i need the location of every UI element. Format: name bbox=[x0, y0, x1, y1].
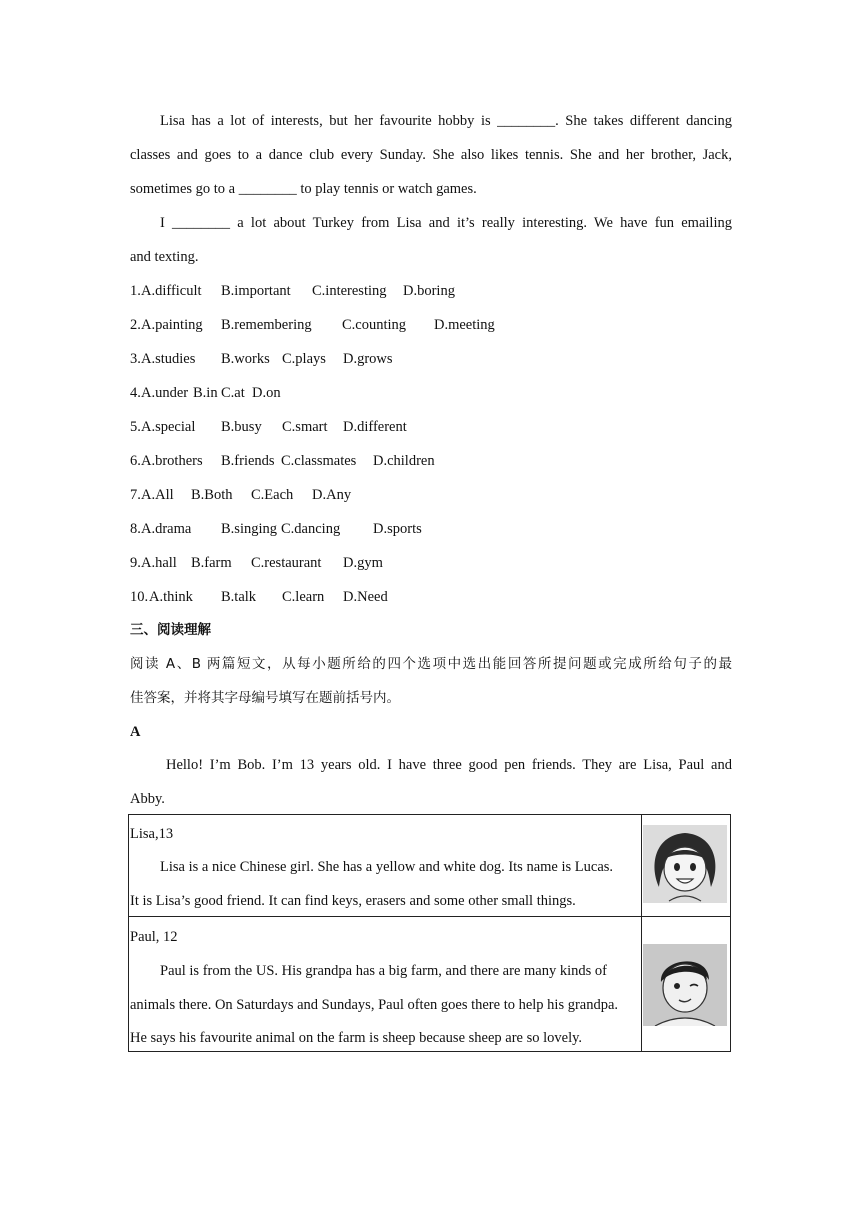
instruction-text: 阅读 A、B 两篇短文，从每小题所给的四个选项中选出能回答所提问题或完成所给句子的最 bbox=[130, 656, 732, 672]
option-c: C.classmates bbox=[281, 453, 357, 469]
option-d: D.different bbox=[343, 419, 407, 435]
passage-line: and texting. bbox=[130, 249, 199, 265]
friend-text: Paul is from the US. His grandpa has a big farm, and there are many kinds of bbox=[160, 963, 607, 979]
friend-text: It is Lisa’s good friend. It can find keys, erasers and some other small things. bbox=[130, 893, 576, 909]
question-number: 6. bbox=[130, 453, 141, 469]
option-b: B.friends bbox=[221, 453, 275, 469]
option-c: C.restaurant bbox=[251, 555, 322, 571]
question-number: 8. bbox=[130, 521, 141, 537]
passage-line: I ________ a lot about Turkey from Lisa and it’s really interesting. We have fun emailing bbox=[160, 215, 732, 231]
option-c: C.learn bbox=[282, 589, 325, 605]
intro-text: Abby. bbox=[130, 791, 165, 807]
option-a: A.studies bbox=[141, 351, 196, 367]
option-b: B.in bbox=[193, 385, 218, 401]
option-b: B.talk bbox=[221, 589, 257, 605]
part-label: A bbox=[130, 724, 141, 740]
option-c: C.interesting bbox=[312, 283, 387, 299]
option-b: B.remembering bbox=[221, 317, 312, 333]
passage-line: sometimes go to a ________ to play tennis or watch games. bbox=[130, 181, 477, 197]
passage-line: classes and goes to a dance club every Sunday. She also likes tennis. She and her brother, Jack, bbox=[130, 147, 732, 163]
option-a: A.All bbox=[141, 487, 174, 503]
question-number: 2. bbox=[130, 317, 141, 333]
table-row bbox=[129, 917, 731, 1052]
option-c: C.at bbox=[221, 385, 245, 401]
friend-description-cell bbox=[129, 917, 642, 1052]
question-number: 5. bbox=[130, 419, 141, 435]
option-b: B.Both bbox=[191, 487, 233, 503]
question-number: 3. bbox=[130, 351, 141, 367]
friend-text: He says his favourite animal on the farm is sheep because sheep are so lovely. bbox=[130, 1030, 583, 1046]
option-d: D.gym bbox=[343, 555, 383, 571]
option-c: C.dancing bbox=[281, 521, 341, 537]
option-c: C.plays bbox=[282, 351, 326, 367]
option-a: A.painting bbox=[141, 317, 203, 333]
option-b: B.farm bbox=[191, 555, 232, 571]
question-number: 1. bbox=[130, 283, 141, 299]
friend-picture-cell bbox=[642, 815, 731, 917]
question-number: 4. bbox=[130, 385, 141, 401]
option-c: C.counting bbox=[342, 317, 407, 333]
option-a: A.drama bbox=[141, 521, 192, 537]
option-d: D.meeting bbox=[434, 317, 495, 333]
option-d: D.Need bbox=[343, 589, 388, 605]
friend-description-cell bbox=[129, 815, 642, 917]
option-a: A.think bbox=[149, 589, 193, 605]
option-a: A.hall bbox=[141, 555, 177, 571]
option-d: D.on bbox=[252, 385, 281, 401]
instruction-text: 佳答案，并将其字母编号填写在题前括号内。 bbox=[130, 690, 400, 706]
question-number: 7. bbox=[130, 487, 141, 503]
friend-name: Lisa,13 bbox=[130, 826, 174, 842]
friend-text: animals there. On Saturdays and Sundays, Paul often goes there to help his grandpa. bbox=[130, 997, 619, 1013]
option-d: D.Any bbox=[312, 487, 352, 503]
friend-name: Paul, 12 bbox=[130, 929, 178, 945]
girl-portrait-image bbox=[643, 825, 727, 903]
option-c: C.smart bbox=[282, 419, 328, 435]
option-d: D.children bbox=[373, 453, 435, 469]
option-a: A.special bbox=[141, 419, 196, 435]
option-c: C.Each bbox=[251, 487, 294, 503]
option-a: A.under bbox=[141, 385, 189, 401]
option-a: A.difficult bbox=[141, 283, 202, 299]
option-b: B.important bbox=[221, 283, 291, 299]
friend-text: Lisa is a nice Chinese girl. She has a yellow and white dog. Its name is Lucas. bbox=[160, 859, 614, 875]
boy-portrait-image bbox=[643, 944, 727, 1026]
option-d: D.boring bbox=[403, 283, 455, 299]
question-number: 9. bbox=[130, 555, 141, 571]
option-d: D.grows bbox=[343, 351, 393, 367]
option-b: B.singing bbox=[221, 521, 277, 537]
option-a: A.brothers bbox=[141, 453, 203, 469]
intro-text: Hello! I’m Bob. I’m 13 years old. I have three good pen friends. They are Lisa, Paul and bbox=[166, 757, 732, 773]
question-number: 10. bbox=[130, 589, 149, 605]
passage-line: Lisa has a lot of interests, but her favourite hobby is ________. She takes different dancing bbox=[160, 113, 732, 129]
table-row bbox=[129, 815, 731, 917]
section-heading: 三、阅读理解 bbox=[130, 622, 211, 638]
pen-friends-table bbox=[128, 814, 731, 1052]
option-b: B.busy bbox=[221, 419, 262, 435]
option-b: B.works bbox=[221, 351, 270, 367]
friend-picture-cell bbox=[642, 917, 731, 1052]
option-d: D.sports bbox=[373, 521, 422, 537]
